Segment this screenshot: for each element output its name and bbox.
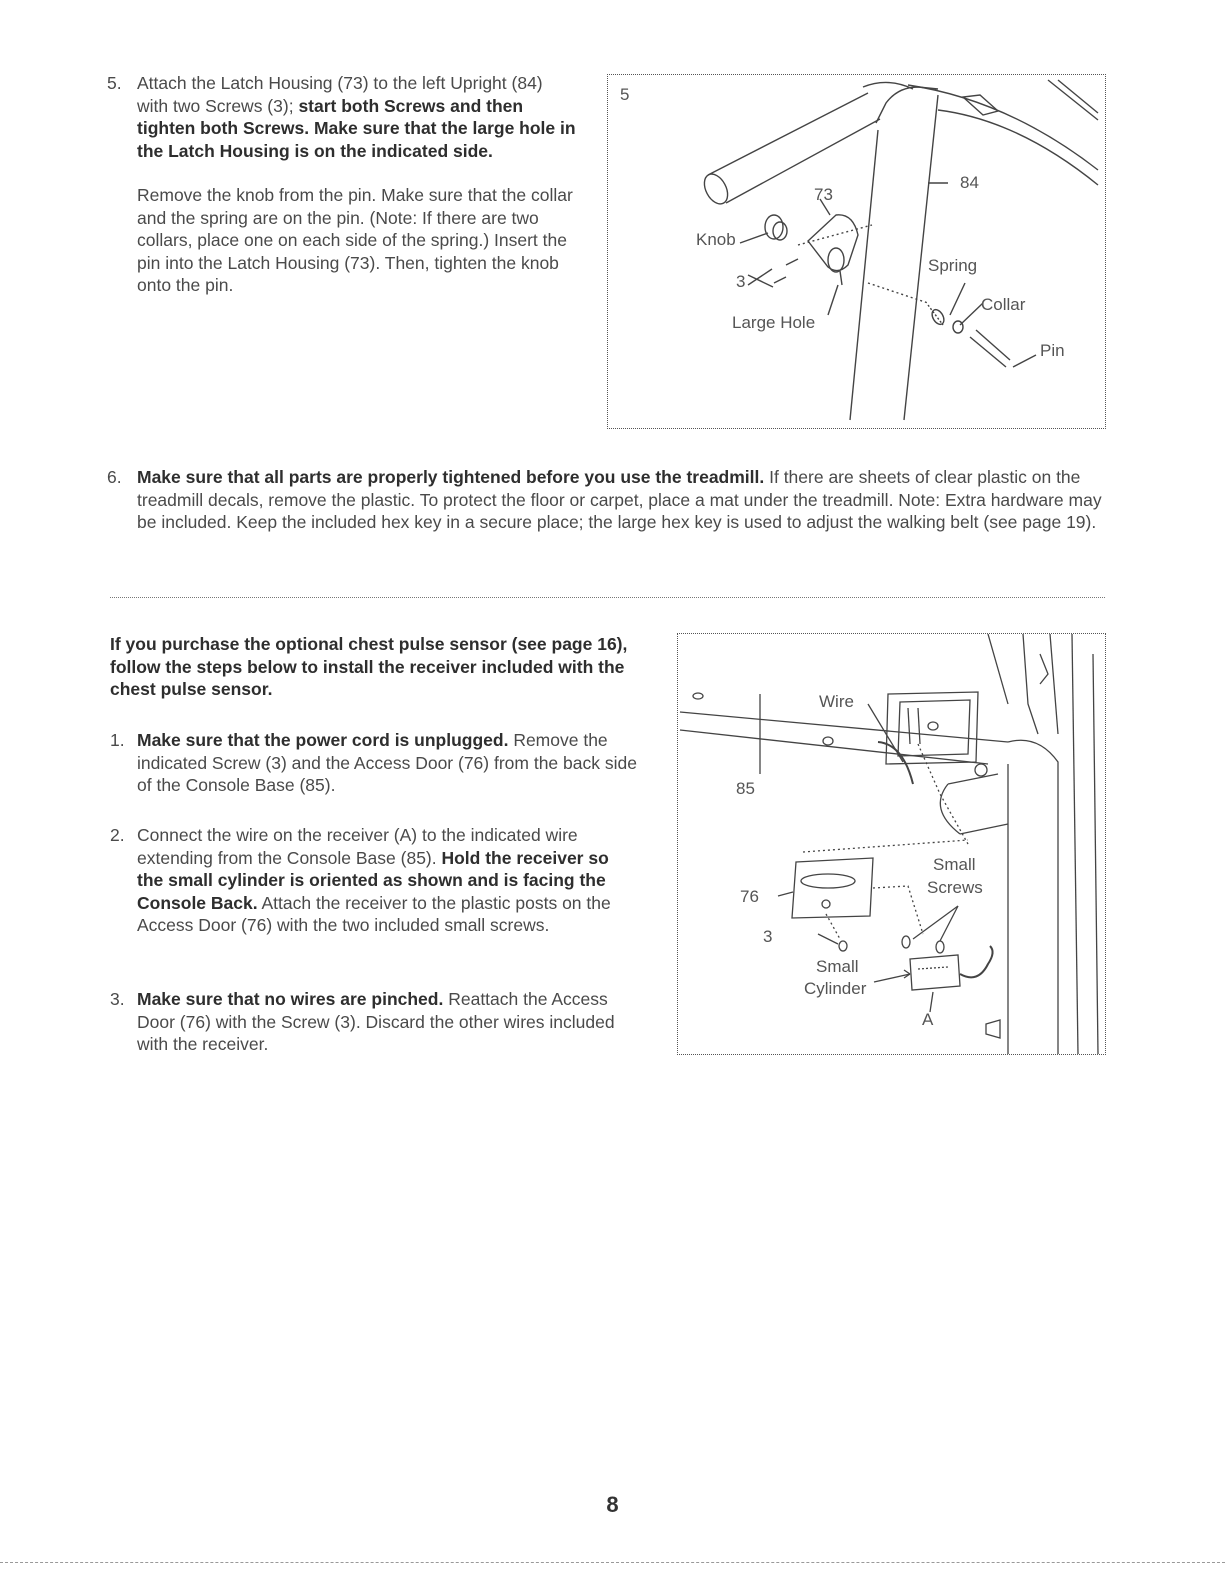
- figure-5-drawing: [608, 75, 1105, 428]
- label-pin: Pin: [1040, 341, 1065, 360]
- step-6-plain: If there are sheets of clear plastic on the treadmill decals, remove the plastic. To protect the floor or carpet, place a mat under the treadmill. Note: Extra hardware may be included. Keep the included hex key in a secure place; the large hex key is used to adjust the walking belt (see page 19).: [137, 467, 1102, 532]
- step-number: 1.: [110, 730, 125, 750]
- step-5-note: Remove the knob from the pin. Make sure that the collar and the spring are on the pin. (Note: If there are two collars, place one on each side of the spring.) Insert the pin into the Latch Housing (73). Then, tighten the knob onto the pin.: [137, 185, 573, 295]
- page-number: 8: [606, 1492, 619, 1517]
- label-3: 3: [736, 272, 746, 291]
- chest-step-2-text: [137, 824, 637, 937]
- step-5-plain: Attach the Latch Housing (73) to the left Upright (84) with two Screws (3);: [137, 73, 543, 116]
- label-collar: Collar: [981, 295, 1026, 314]
- step-5-instruction: [137, 72, 577, 162]
- figure-receiver: [677, 633, 1106, 1055]
- section-divider: [110, 597, 1105, 598]
- chest-step-2-plain-2: Attach the receiver to the plastic posts on the Access Door (76) with the two included small screws.: [137, 892, 611, 935]
- chest-step-3-text: [137, 988, 637, 1056]
- chest-step-3-bold: Make sure that no wires are pinched.: [137, 989, 444, 1009]
- chest-step-1: [137, 729, 637, 797]
- label-73: 73: [814, 185, 833, 204]
- chest-step-2-bold: Hold the receiver so the small cylinder is oriented as shown and is facing the Console Back.: [137, 847, 609, 913]
- label-small-screws-1: Small: [933, 855, 976, 874]
- label-knob: Knob: [696, 230, 736, 249]
- chest-step-1-text: [137, 729, 637, 797]
- label-small-cylinder-1: Small: [816, 957, 859, 976]
- step-5-text: [137, 72, 577, 297]
- label-84: 84: [960, 173, 979, 192]
- step-number: 5.: [107, 73, 122, 93]
- step-number: 6.: [107, 467, 122, 487]
- step-number: 3.: [110, 989, 125, 1009]
- label-small-cylinder-2: Cylinder: [804, 979, 867, 998]
- step-6-instruction: [137, 466, 1103, 534]
- chest-step-3-plain: Reattach the Access Door (76) with the Screw (3). Discard the other wires included with the receiver.: [137, 989, 615, 1054]
- chest-intro-bold: If you purchase the optional chest pulse sensor (see page 16), follow the steps below to install the receiver included with the chest pulse sensor.: [110, 634, 628, 699]
- figure-5: [607, 74, 1106, 429]
- label-3: 3: [763, 927, 773, 946]
- chest-step-3: [137, 988, 637, 1056]
- chest-step-2-plain-1: Connect the wire on the receiver (A) to the indicated wire extending from the Console Base (85).: [137, 825, 578, 868]
- label-spring: Spring: [928, 256, 978, 275]
- chest-intro: [110, 633, 630, 701]
- label-a: A: [922, 1010, 934, 1029]
- step-number: 2.: [110, 825, 125, 845]
- step-6-bold: Make sure that all parts are properly tightened before you use the treadmill.: [137, 467, 765, 487]
- label-large-hole: Large Hole: [732, 313, 816, 332]
- chest-step-1-plain: Remove the indicated Screw (3) and the Access Door (76) from the back side of the Console Base (85).: [137, 730, 637, 795]
- figure-number: 5: [620, 85, 630, 104]
- step-6-text: [137, 466, 1103, 534]
- label-76: 76: [740, 887, 759, 906]
- chest-step-2: [137, 824, 637, 937]
- chest-step-1-bold: Make sure that the power cord is unplugged.: [137, 730, 509, 750]
- chest-intro-text: [110, 633, 630, 701]
- step-5-bold: start both Screws and then tighten both Screws. Make sure that the large hole in the Latch Housing is on the indicated side.: [137, 95, 576, 161]
- label-85: 85: [736, 779, 755, 798]
- scan-edge: [0, 1562, 1225, 1563]
- label-small-screws-2: Screws: [927, 878, 983, 897]
- label-wire: Wire: [819, 692, 854, 711]
- figure-receiver-drawing: [678, 634, 1105, 1054]
